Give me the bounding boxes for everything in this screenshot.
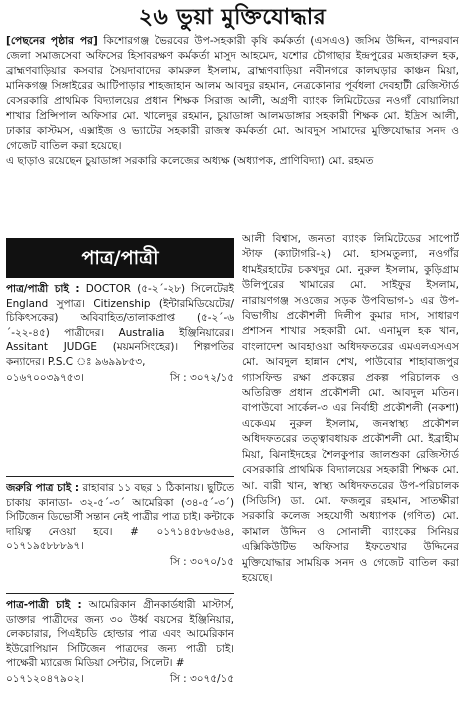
- classifieds-header: পাত্র/পাত্রী: [6, 238, 234, 278]
- ad-contact: [6, 555, 234, 570]
- ad-body: রাহাবার ১১ বছর ১ ঠিকানায়। ছুটিতে চাকায় কানাডা- ৩২-৫´-৩´ আমেরিকা (৩৪-৫´-৩´) সিটিজেন ডিভোর্সী সন্তান নেই পাত্রীর পাত্র চাই। কন্টাকে দায়িত্ব নেওয়া হবে। # ০১৭১৪৫৮৬৫৬৪, ০১৭১৯৫৮৮৮৯৭।: [6, 482, 234, 553]
- ad-code: সি : ৩০৭০/১৫: [170, 555, 234, 568]
- lead-article: [6, 34, 459, 240]
- ad-phone: ০১৬৭০০৩৯৭৫৩।: [6, 371, 84, 384]
- columns: [6, 233, 459, 694]
- ad-contact: [6, 672, 234, 687]
- ad-code: সি : ৩০৭৫/১৫: [170, 672, 234, 685]
- headline: ২৬ ভুয়া মুক্তিযোদ্ধার: [138, 4, 327, 30]
- ad-body: DOCTOR (৫-২´-২৮) সিলেটেরই England সুপাত্র। Citizenship (ইন্টারমিডিয়েটের/ চিকিৎসকের) অবিবাহিত/তালাকপ্রাপ্ত (৫-২´-৬´-২২-৪৫) পাত্রীদের। Australia ইঞ্জিনিয়ারের। Assitant JUDGE (ময়মনসিংহের)। শিল্পপতির কন্যাদের। P.S.C ঃ ৯৬৯৯৮৫৩,: [6, 283, 234, 368]
- classified-ad: [6, 594, 234, 722]
- ad-lead: জরুরি পাত্র চাই :: [6, 482, 80, 494]
- ad-body: আমেরিকান গ্রীনকার্ডধারী মাস্টার্স, ডাক্তার পাত্রীদের জন্য ৩০ উর্ধ্ব বয়সের ইঞ্জিনিয়ার, লেকচারার, পিএইচডি হোল্ডার পাত্র এবং আমেরিকান ইউরোপিয়ান সিটিজেন পাত্রদের জন্য পাত্রী চাই। পাক্ষেরী ম্যারেজ মিডিয়া সেন্টার, সিলেট। #: [6, 599, 234, 670]
- continued-tag: [পেছনের পৃষ্ঠার পর]: [6, 35, 98, 47]
- classified-ad: [6, 278, 234, 476]
- classifieds-column: [6, 238, 234, 694]
- ad-phone: ০১৭১২০৪৭৯০২।: [6, 672, 84, 685]
- ad-lead: পাত্র/পাত্রী চাই :: [6, 283, 80, 295]
- ad-code: সি : ৩০৭২/১৫: [170, 371, 234, 384]
- ad-lead: পাত্র-পাত্রী চাই :: [6, 599, 82, 611]
- classified-ad: [6, 477, 234, 593]
- ad-contact: [6, 371, 234, 386]
- lead-article-text: কিশোরগঞ্জ ভৈরবের উপ-সহকারী কৃষি কর্মকর্তা (এসএও) জসিম উদ্দিন, বান্দরবান জেলা সমাজসেবা অফিসের হিসাবরক্ষণ কর্মকর্তা মাসুদ আহমেদ, যশোর চৌগাছার ইন্দ্রপুরের মজহারুল হক, ব্রাহ্মণবাড়িয়ার কসবার সৈয়দাবাদের কামরুল ইসলাম, ব্রাহ্মণবাড়িয়া নবীনগরে কালঘড়ার কাঞ্চন মিয়া, মানিকগঞ্জ সিঙ্গাইরের আটিপাড়ার শাহজাহান আলম আবদুর রহমান, নেত্রকোনার পূর্বধলা দেবহাটী রেজিস্টার্ড বেসরকারি প্রাথমিক বিদ্যালয়ের প্রধান শিক্ষক সিরাজ আলী, অগ্রণী ব্যাংক লিমিটেডের নওগাঁ বোয়ালিয়া শাখার প্রিন্সিপাল অফিসার মো. খালেদুর রহমান, চুয়াডাঙ্গা আলমডাঙ্গার সহকারী শিক্ষক মো. ইদ্রিস আলী, ঢাকার কাস্টমস, এক্সাইজ ও ভ্যাটের সহকারী রাজস্ব কর্মকর্তা মো. আবদুস সামাদের মুক্তিযোদ্ধার সনদ ও গেজেট বাতিল করা হয়েছে।: [6, 35, 459, 152]
- lead-article-text-2: এ ছাড়াও রয়েছেন চুয়াডাঙ্গা সরকারি কলেজের অধ্যক্ষ (অধ্যাপক, প্রাণিবিদ্যা) মো. রহমত: [6, 155, 374, 167]
- article-continuation: আলী বিশ্বাস, জনতা ব্যাংক লিমিটেডের সাপোর্ট স্টাফ (ক্যাটাগরি-২) মো. হাসমতুল্যা, নওগাঁর ধামইরহাটের চকখদুর মো. নুরুল ইসলাম, কুড়িগ্রাম উলিপুরের খামারের মো. সাইফুর ইসলাম, নারায়ণগঞ্জ সওজের সড়ক উপবিভাগ-১ এর উপ-বিভাগীয় প্রকৌশলী দিলীপ কুমার দাস, সাধারণ প্রশাসন শাখার সহকারী মো. এনামুল হক খান, বাংলাদেশ আবহাওয়া অধিদফতরের এমএলএসএস মো. আবদুল হান্নান শেখ, পাউবোর শাহাবাজপুর গ্যাসফিল্ড রক্ষা প্রকল্পের প্রকল্প পরিচালক ও অতিরিক্ত প্রধান প্রকৌশলী মো. আবদুল মতিন। বাপাউবো সার্কেল-৩ এর নির্বাহী প্রকৌশলী (নকশা) একেএম নুরুল ইসলাম, জনস্বাস্থ্য প্রকৌশল অধিদফতরের তত্ত্বাবধায়ক প্রকৌশলী মো. ইব্রাহীম মিয়া, ঝিনাইদহের শৈলকুপার জালশুকা রেজিস্টার্ড বেসরকারি প্রাথমিক বিদ্যালয়ের সহকারী শিক্ষক মো. আ. বারী খান, স্বাস্থ্য অধিদফতরের উপ-পরিচালক (সিডিসি) ডা. মো. ফজলুর রহমান, সাতক্ষীরা সরকারি কলেজ সহযোগী অধ্যাপক (গণিত) মো. কামাল উদ্দিন ও সোনালী ব্যাংকের সিনিয়র এক্সিকিউটিভ অফিসার ইফতেখার উদ্দিনের মুক্তিযোদ্ধার সাময়িক সনদ ও গেজেট বাতিল করা হয়েছে।: [242, 233, 459, 584]
